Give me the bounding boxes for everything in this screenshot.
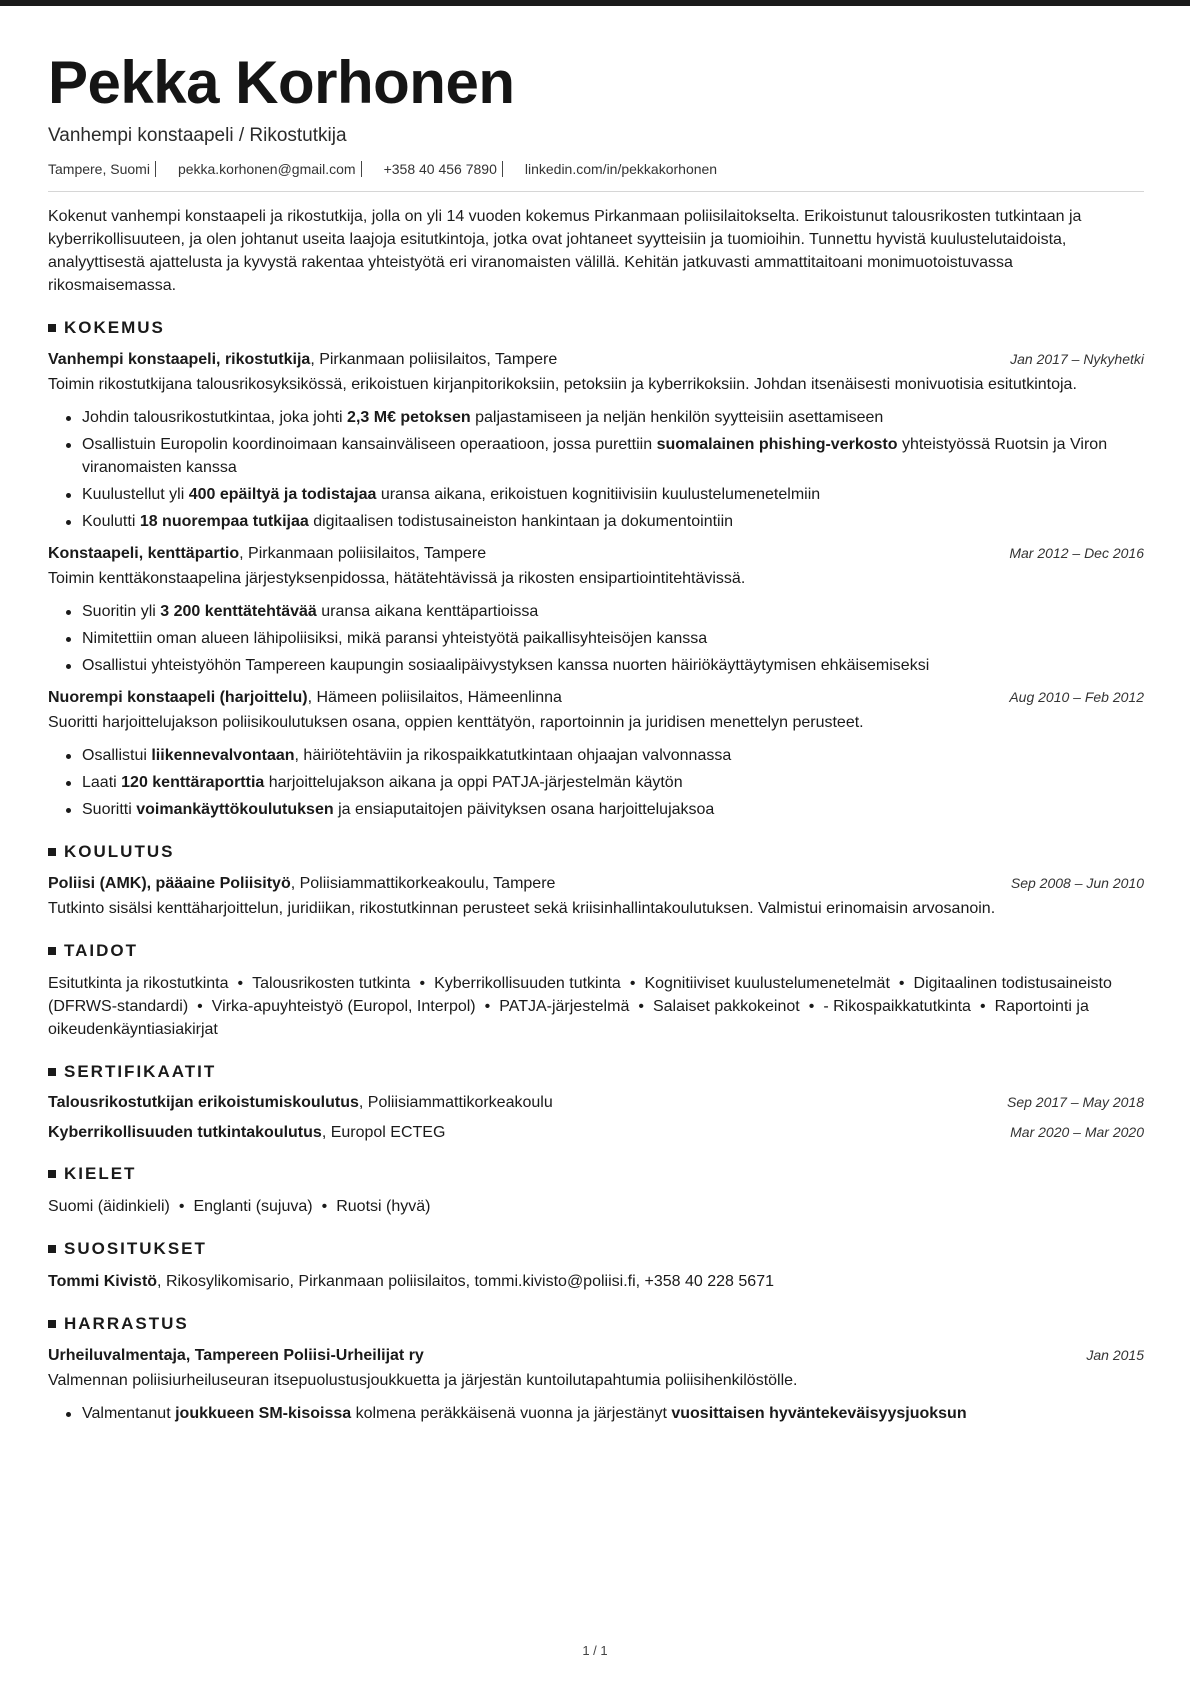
skills-section: [48, 940, 1144, 1041]
achievement-list: [60, 406, 1144, 533]
square-bullet-icon: [48, 1245, 56, 1253]
education-date: Sep 2008 – Jun 2010: [1010, 875, 1144, 891]
section-heading-text: KIELET: [64, 1164, 137, 1183]
hobby-description: Valmennan poliisiurheiluseuran itsepuolustusjoukkuetta ja järjestän kuntoilutapahtumia poliisihenkilöstölle.: [48, 1372, 798, 1389]
certificate-line: [48, 1092, 553, 1113]
square-bullet-icon: [48, 1170, 56, 1178]
degree-line: [48, 873, 555, 894]
reference-name: Tommi Kivistö: [48, 1273, 158, 1290]
square-bullet-icon: [48, 1320, 56, 1328]
experience-section: [48, 317, 1144, 821]
skills-list: [48, 972, 1144, 1041]
certificate-name: Kyberrikollisuuden tutkintakoulutus: [48, 1124, 322, 1141]
separator-dot: •: [178, 1198, 185, 1215]
education-section: [48, 841, 1144, 920]
section-heading: [48, 841, 1144, 863]
header-divider: [48, 191, 1144, 192]
section-heading: [48, 940, 1144, 962]
separator-dot: •: [898, 975, 905, 992]
job-header: [48, 687, 1144, 708]
section-heading: [48, 1163, 1144, 1185]
hobby-role: Urheiluvalmentaja, Tampereen Poliisi-Urheilijat ry: [48, 1347, 424, 1364]
page-number: 1 / 1: [582, 1643, 608, 1658]
reference-details: , Rikosylikomisario, Pirkanmaan poliisilaitos, tommi.kivisto@poliisi.fi, +358 40 228 5671: [157, 1273, 774, 1290]
separator-dot: •: [197, 998, 203, 1015]
job-role: Nuorempi konstaapeli (harjoittelu): [48, 689, 308, 706]
achievement-item: Laati 120 kenttäraporttia harjoittelujakson aikana ja oppi PATJA-järjestelmän käytön: [60, 771, 1144, 794]
resume-header: [48, 48, 1144, 178]
square-bullet-icon: [48, 848, 56, 856]
job-description: Toimin rikostutkijana talousrikosyksikössä, erikoistuen kirjanpitorikoksiin, petoksiin ja kyberrikoksiin. Johdan itsenäisesti monivuotisia esitutkintoja.: [48, 376, 1077, 393]
skill-item: - Rikospaikkatutkinta: [823, 998, 971, 1015]
certificate-name: Talousrikostutkijan erikoistumiskoulutus: [48, 1094, 359, 1111]
skill-item: Salaiset pakkokeinot: [652, 998, 800, 1015]
language-item: Ruotsi (hyvä): [336, 1198, 431, 1215]
job-role: Vanhempi konstaapeli, rikostutkija: [48, 351, 311, 368]
certificate-issuer: , Europol ECTEG: [321, 1124, 446, 1141]
section-heading-text: KOULUTUS: [64, 842, 175, 861]
hobby-date: Jan 2015: [1086, 1347, 1144, 1363]
contact-location: [48, 160, 178, 178]
job-entry: [48, 687, 1144, 821]
contact-linkedin[interactable]: [525, 160, 717, 178]
job-org: , Pirkanmaan poliisilaitos, Tampere: [310, 351, 558, 368]
job-org: , Hämeen poliisilaitos, Hämeenlinna: [307, 689, 562, 706]
job-org: , Pirkanmaan poliisilaitos, Tampere: [239, 545, 487, 562]
section-heading-text: SERTIFIKAATIT: [64, 1062, 217, 1081]
achievement-item: Osallistui yhteistyöhön Tampereen kaupungin sosiaalipäivystyksen kanssa nuorten häiriökäyttäytymisen ehkäisemiseksi: [60, 654, 1144, 677]
job-date: Mar 2012 – Dec 2016: [1009, 545, 1144, 561]
hobbies-section: [48, 1313, 1144, 1425]
skill-item: Talousrikosten tutkinta: [252, 975, 411, 992]
languages-section: [48, 1163, 1144, 1218]
achievement-item: Kuulustellut yli 400 epäiltyä ja todistajaa uransa aikana, erikoistuen kognitiivisiin kuulustelumenetelmiin: [60, 483, 1144, 506]
education-description: Tutkinto sisälsi kenttäharjoittelun, juridiikan, rikostutkinnan perusteet sekä kriisinhallintakoulutuksen. Valmistui erinomaisin arvosanoin.: [48, 900, 996, 917]
languages-list: [48, 1195, 1144, 1218]
phone-link[interactable]: +358 40 456 7890: [383, 161, 497, 177]
job-description: Toimin kenttäkonstaapelina järjestyksenpidossa, hätätehtävissä ja rikosten ensipartiointitehtävissä.: [48, 570, 746, 587]
skill-item: Kyberrikollisuuden tutkinta: [434, 975, 621, 992]
achievement-item: Suoritin yli 3 200 kenttätehtävää uransa aikana kenttäpartioissa: [60, 600, 1144, 623]
job-header: [48, 543, 1144, 564]
education-entry: [48, 873, 1144, 920]
separator-dot: •: [484, 998, 491, 1015]
separator-dot: •: [419, 975, 426, 992]
education-header: [48, 873, 1144, 894]
achievement-item: Koulutti 18 nuorempaa tutkijaa digitaalisen todistusaineiston hankintaan ja dokumentointiin: [60, 510, 1144, 533]
job-entry: [48, 349, 1144, 533]
separator-dot: •: [321, 1198, 328, 1215]
job-title-line: [48, 543, 486, 564]
certificate-date: Sep 2017 – May 2018: [1007, 1094, 1144, 1110]
section-heading: [48, 317, 1144, 339]
separator-dot: •: [629, 975, 636, 992]
job-title-line: [48, 349, 557, 370]
section-heading-text: SUOSITUKSET: [64, 1239, 207, 1258]
achievement-item: Johdin talousrikostutkintaa, joka johti 2,3 M€ petoksen paljastamiseen ja neljän henkilön syytteisiin asettamiseen: [60, 406, 1144, 429]
profile-summary: Kokenut vanhempi konstaapeli ja rikostutkija, jolla on yli 14 vuoden kokemus Pirkanmaan poliisilaitokselta. Erikoistunut talousrikosten tutkintaan ja kyberrikollisuuteen, ja olen johtanut useita laajoja esitutkintoja, jotka ovat johtaneet syytteisiin ja tuomioihin. Tunnettu hyvistä kuulustelutaidoista, analyyttisestä ajattelusta ja kyvystä rakentaa yhteistyötä eri viranomaisten välillä. Kehitän jatkuvasti ammattitaitoani monimuotoistuvassa rikosmaisemassa.: [48, 208, 1082, 294]
job-entry: [48, 543, 1144, 677]
certificates-section: [48, 1061, 1144, 1143]
achievement-list: [60, 1402, 1144, 1425]
language-item: Englanti (sujuva): [193, 1198, 313, 1215]
language-item: Suomi (äidinkieli): [48, 1198, 170, 1215]
achievement-item: Nimitettiin oman alueen lähipoliisiksi, mikä paransi yhteistyötä paikallisyhteisöjen kanssa: [60, 627, 1144, 650]
resume-page: [48, 48, 1144, 1429]
candidate-name: Pekka Korhonen: [48, 49, 515, 116]
skill-item: Kognitiiviset kuulustelumenetelmät: [644, 975, 890, 992]
achievement-item: Suoritti voimankäyttökoulutuksen ja ensiaputaitojen päivityksen osana harjoittelujaksoa: [60, 798, 1144, 821]
section-heading-text: KOKEMUS: [64, 318, 165, 337]
job-header: [48, 349, 1144, 370]
job-description: Suoritti harjoittelujakson poliisikoulutuksen osana, oppien kenttätyön, raportoinnin ja juridisen menettelyn perusteet.: [48, 714, 864, 731]
reference-entry: [48, 1270, 1144, 1293]
skill-item: Digitaalinen todistusaineisto (DFRWS-standardi): [48, 975, 1112, 1015]
linkedin-link[interactable]: linkedin.com/in/pekkakorhonen: [524, 161, 718, 177]
job-title: Vanhempi konstaapeli / Rikostutkija: [48, 125, 347, 146]
top-accent-bar: [0, 0, 1190, 6]
separator-dot: •: [638, 998, 644, 1015]
separator-dot: •: [979, 998, 986, 1015]
skill-item: Raportointi ja oikeudenkäyntiasiakirjat: [48, 998, 1089, 1038]
square-bullet-icon: [48, 324, 56, 332]
contact-divider: [502, 161, 503, 177]
skill-item: PATJA-järjestelmä: [499, 998, 630, 1015]
achievement-item: Osallistui liikennevalvontaan, häiriötehtäviin ja rikospaikkatutkintaan ohjaajan valvonnassa: [60, 744, 1144, 767]
certificate-line: [48, 1122, 445, 1143]
location-text: Tampere, Suomi: [48, 161, 150, 177]
skill-item: Esitutkinta ja rikostutkinta: [48, 975, 229, 992]
achievement-list: [60, 744, 1144, 821]
school-name: , Poliisiammattikorkeakoulu, Tampere: [290, 875, 556, 892]
achievement-item: Osallistuin Europolin koordinoimaan kansainväliseen operaatioon, jossa purettiin suomalainen phishing-verkosto yhteistyössä Ruotsin ja Viron viranomaisten kanssa: [60, 433, 1144, 479]
contact-phone[interactable]: [384, 160, 525, 178]
email-link[interactable]: pekka.korhonen@gmail.com: [177, 161, 356, 177]
contact-divider: [361, 161, 362, 177]
achievement-item: Valmentanut joukkueen SM-kisoissa kolmena peräkkäisenä vuonna ja järjestänyt vuosittaisen hyväntekeväisyysjuoksun: [60, 1402, 1144, 1425]
contact-email[interactable]: [178, 160, 384, 178]
separator-dot: •: [237, 975, 244, 992]
degree-name: Poliisi (AMK), pääaine Poliisityö: [48, 875, 291, 892]
job-date: Aug 2010 – Feb 2012: [1009, 689, 1144, 705]
skill-item: Virka-apuyhteistyö (Europol, Interpol): [211, 998, 476, 1015]
section-heading-text: TAIDOT: [64, 941, 139, 960]
achievement-list: [60, 600, 1144, 677]
section-heading-text: HARRASTUS: [64, 1314, 189, 1333]
contact-divider: [155, 161, 156, 177]
hobby-header: [48, 1345, 1144, 1366]
square-bullet-icon: [48, 947, 56, 955]
certificate-date: Mar 2020 – Mar 2020: [1010, 1124, 1144, 1140]
section-heading: [48, 1238, 1144, 1260]
certificate-entry: [48, 1122, 1144, 1143]
job-role: Konstaapeli, kenttäpartio: [48, 545, 240, 562]
hobby-entry: [48, 1345, 1144, 1425]
job-date: Jan 2017 – Nykyhetki: [1010, 351, 1144, 367]
section-heading: [48, 1061, 1144, 1083]
section-heading: [48, 1313, 1144, 1335]
references-section: [48, 1238, 1144, 1293]
separator-dot: •: [808, 998, 815, 1015]
job-title-line: [48, 687, 562, 708]
certificate-entry: [48, 1092, 1144, 1113]
square-bullet-icon: [48, 1068, 56, 1076]
certificate-issuer: , Poliisiammattikorkeakoulu: [358, 1094, 553, 1111]
contact-line: [48, 160, 1144, 178]
